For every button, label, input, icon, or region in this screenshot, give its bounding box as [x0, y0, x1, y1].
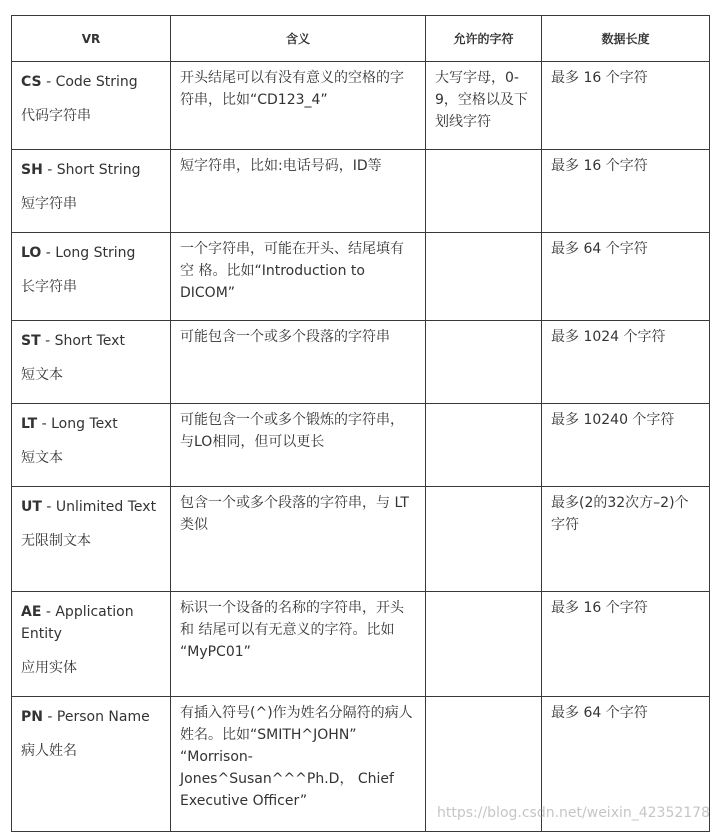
- vr-name: - Person Name: [42, 709, 150, 725]
- vr-cell: [12, 321, 171, 404]
- length-cell: 最多 16 个字符: [542, 150, 710, 233]
- length-cell: 最多 64 个字符: [542, 233, 710, 321]
- table-row: [12, 487, 710, 592]
- length-cell: 最多 16 个字符: [542, 62, 710, 150]
- vr-code: LT: [21, 416, 38, 432]
- vr-name: - Short String: [42, 162, 141, 178]
- vr-cell: [12, 697, 171, 832]
- vr-cn: 短文本: [21, 450, 63, 466]
- vr-code: LO: [21, 245, 42, 261]
- meaning-cell: 一个字符串，可能在开头、结尾填有空 格。比如“Introduction to DICOM”: [171, 233, 426, 321]
- vr-name: - Unlimited Text: [41, 499, 157, 515]
- header-row: [12, 16, 710, 62]
- table-row: [12, 592, 710, 697]
- length-cell: 最多 16 个字符: [542, 592, 710, 697]
- vr-cell: [12, 62, 171, 150]
- meaning-cell: 可能包含一个或多个段落的字符串: [171, 321, 426, 404]
- vr-cn: 代码字符串: [21, 108, 91, 124]
- vr-code: CS: [21, 74, 42, 90]
- chars-cell: [426, 404, 542, 487]
- meaning-cell: 短字符串，比如:电话号码，ID等: [171, 150, 426, 233]
- vr-name: - Long Text: [37, 416, 118, 432]
- vr-cn: 病人姓名: [21, 743, 77, 759]
- vr-cell: [12, 592, 171, 697]
- header-meaning: 含义: [171, 16, 426, 62]
- vr-code: ST: [21, 333, 41, 349]
- vr-code: UT: [21, 499, 42, 515]
- chars-cell: [426, 233, 542, 321]
- vr-code: SH: [21, 162, 43, 178]
- table-row: [12, 233, 710, 321]
- meaning-cell: 可能包含一个或多个锻炼的字符串，与LO相同，但可以更长: [171, 404, 426, 487]
- vr-cell: [12, 487, 171, 592]
- meaning-cell: 开头结尾可以有没有意义的空格的字符串，比如“CD123_4”: [171, 62, 426, 150]
- vr-table: [11, 15, 710, 832]
- table-row: [12, 150, 710, 233]
- vr-cell: [12, 404, 171, 487]
- vr-cell: [12, 233, 171, 321]
- table-row: [12, 321, 710, 404]
- watermark: https://blog.csdn.net/weixin_42352178: [436, 805, 710, 821]
- vr-name: - Code String: [41, 74, 138, 90]
- chars-cell: [426, 321, 542, 404]
- vr-cell: [12, 150, 171, 233]
- length-cell: 最多 1024 个字符: [542, 321, 710, 404]
- table-row: [12, 62, 710, 150]
- vr-cn: 短文本: [21, 367, 63, 383]
- vr-name: - Application Entity: [21, 604, 134, 642]
- vr-name: - Short Text: [40, 333, 125, 349]
- vr-cn: 应用实体: [21, 660, 77, 676]
- vr-cn: 长字符串: [21, 279, 77, 295]
- header-data-length: 数据长度: [542, 16, 710, 62]
- chars-cell: 大写字母，0-9，空格以及下划线字符: [426, 62, 542, 150]
- chars-cell: [426, 150, 542, 233]
- vr-name: - Long String: [41, 245, 136, 261]
- length-cell: 最多 10240 个字符: [542, 404, 710, 487]
- length-cell: 最多(2的32次方–2)个字符: [542, 487, 710, 592]
- table-row: [12, 404, 710, 487]
- vr-cn: 无限制文本: [21, 533, 91, 549]
- chars-cell: [426, 487, 542, 592]
- header-allowed-chars: 允许的字符: [426, 16, 542, 62]
- header-vr: VR: [12, 16, 171, 62]
- meaning-cell: 有插入符号(^)作为姓名分隔符的病人姓名。比如“SMITH^JOHN” “Morrison-Jones^Susan^^^Ph.D， Chief Executive Officer”: [171, 697, 426, 832]
- vr-cn: 短字符串: [21, 196, 77, 212]
- vr-code: PN: [21, 709, 43, 725]
- meaning-cell: 标识一个设备的名称的字符串，开头和 结尾可以有无意义的字符。比如 “MyPC01”: [171, 592, 426, 697]
- meaning-cell: 包含一个或多个段落的字符串，与 LT 类似: [171, 487, 426, 592]
- length-cell: 最多 64 个字符: [542, 697, 710, 832]
- vr-code: AE: [21, 604, 42, 620]
- chars-cell: [426, 592, 542, 697]
